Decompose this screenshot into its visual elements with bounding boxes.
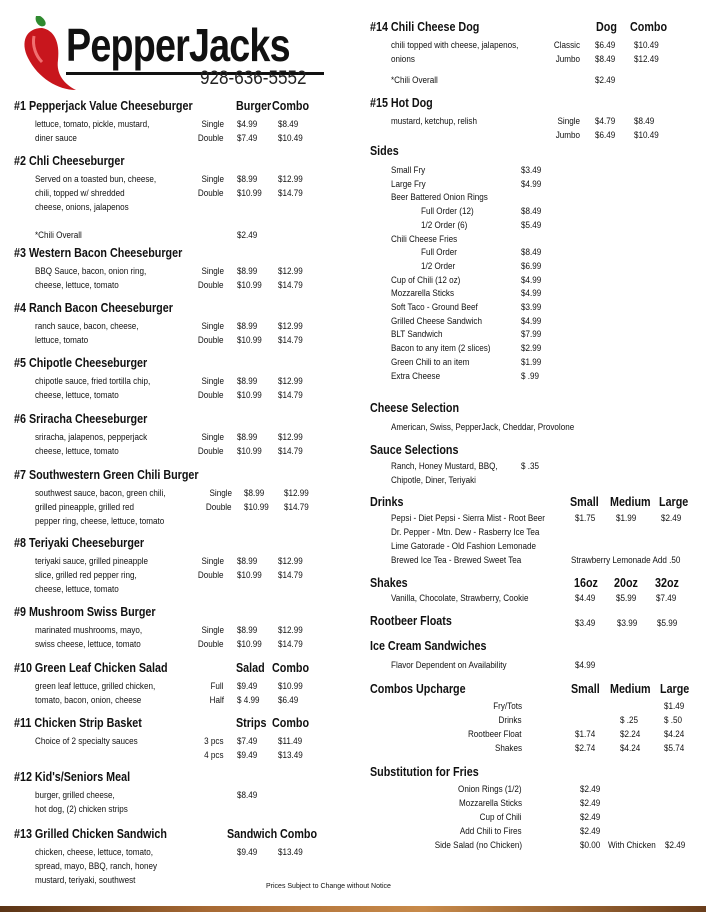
item-description: cheese, lettuce, tomato: [35, 390, 119, 400]
size-label: Classic: [553, 40, 580, 50]
item-description: cheese, lettuce, tomato: [35, 584, 119, 594]
price: $10.99: [237, 390, 262, 400]
price: $4.99: [237, 119, 258, 129]
upcharge-item: Drinks: [499, 715, 522, 725]
price: $7.49: [237, 736, 258, 746]
item-description: hot dog, (2) chicken strips: [35, 804, 128, 814]
side-item: Grilled Cheese Sandwich: [391, 315, 482, 326]
side-item: BLT Sandwich: [391, 329, 443, 340]
item-description: teriyaki sauce, grilled pineapple: [35, 556, 149, 566]
brand-phone: 928-636-5552: [200, 68, 307, 89]
item-description: Dr. Pepper - Mtn. Dew - Rasberry Ice Tea: [391, 527, 540, 537]
price: $5.99: [657, 618, 678, 628]
item-description: Chipotle, Diner, Teriyaki: [391, 475, 476, 485]
combo-price: $12.99: [278, 556, 303, 566]
price: $1.99: [616, 513, 637, 523]
price: $6.49: [595, 130, 616, 140]
section-title: Shakes: [370, 576, 408, 590]
price: $ .25: [620, 715, 639, 725]
price: $2.49: [661, 513, 682, 523]
size-label: 4 pcs: [204, 750, 224, 760]
side-price: $1.99: [521, 356, 542, 367]
substitution-item: Onion Rings (1/2): [458, 784, 522, 794]
combo-price: $12.99: [278, 625, 303, 635]
item-description: Choice of 2 specialty sauces: [35, 736, 138, 746]
drink-note: Strawberry Lemonade Add .50: [571, 555, 681, 565]
item-description: sriracha, jalapenos, pepperjack: [35, 432, 148, 442]
column-header: Dog: [596, 20, 617, 34]
item-description: mustard, teriyaki, southwest: [35, 875, 136, 885]
side-item: Full Order (12): [421, 206, 474, 217]
column-header: 20oz: [614, 576, 638, 590]
substitution-item: Add Chili to Fires: [460, 826, 522, 836]
column-header: Combo: [630, 20, 668, 34]
item-description: Served on a toasted bun, cheese,: [35, 174, 157, 184]
price: $2.49: [580, 784, 601, 794]
price: $8.99: [237, 556, 258, 566]
side-price: $4.99: [521, 178, 542, 189]
column-header: Large: [659, 495, 689, 509]
column-header: Large: [660, 682, 690, 696]
side-price: $5.49: [521, 219, 542, 230]
combo-price: $10.49: [278, 133, 303, 143]
combo-price: $8.49: [278, 119, 299, 129]
column-header: Medium: [610, 682, 651, 696]
combo-price: $11.49: [278, 736, 303, 746]
section-title: #9 Mushroom Swiss Burger: [14, 605, 156, 619]
price: $6.49: [595, 40, 616, 50]
combo-price: $14.79: [278, 446, 303, 456]
combo-price: $14.79: [284, 502, 309, 512]
price: $4.99: [575, 660, 596, 670]
section-title: #13 Grilled Chicken Sandwich: [14, 827, 167, 841]
item-description: onions: [391, 54, 415, 64]
combo-price: $12.99: [284, 488, 309, 498]
column-header: Strips: [236, 716, 267, 730]
item-description: tomato, bacon, onion, cheese: [35, 695, 142, 705]
section-title: #2 Chli Cheeseburger: [14, 154, 125, 168]
item-description: Vanilla, Chocolate, Strawberry, Cookie: [391, 593, 529, 603]
size-label: Jumbo: [555, 54, 580, 64]
section-title: #1 Pepperjack Value Cheeseburger: [14, 99, 193, 113]
side-item: Large Fry: [391, 178, 426, 189]
price: $4.49: [575, 593, 596, 603]
section-title: #11 Chicken Strip Basket: [14, 716, 142, 730]
size-label: Single: [201, 556, 224, 566]
price: $4.79: [595, 116, 616, 126]
item-description: marinated mushrooms, mayo,: [35, 625, 143, 635]
price: $7.49: [656, 593, 677, 603]
side-price: $4.99: [521, 274, 542, 285]
size-label: Single: [201, 174, 224, 184]
item-description: BBQ Sauce, bacon, onion ring,: [35, 266, 147, 276]
combo-price: $10.99: [278, 681, 303, 691]
item-description: green leaf lettuce, grilled chicken,: [35, 681, 156, 691]
size-label: Double: [198, 570, 224, 580]
price: $8.99: [237, 376, 258, 386]
price: $9.49: [237, 750, 258, 760]
side-price: $ .99: [521, 370, 540, 381]
item-description: Lime Gatorade - Old Fashion Lemonade: [391, 541, 536, 551]
size-label: Double: [198, 280, 224, 290]
combo-price: $10.49: [634, 40, 659, 50]
combo-price: $14.79: [278, 390, 303, 400]
price: $ .35: [521, 461, 540, 471]
size-label: Double: [198, 639, 224, 649]
side-item: Bacon to any item (2 slices): [391, 343, 491, 354]
combo-price: $12.99: [278, 376, 303, 386]
size-label: Single: [201, 266, 224, 276]
price: $2.49: [580, 798, 601, 808]
column-header: Salad: [236, 661, 265, 675]
item-description: American, Swiss, PepperJack, Cheddar, Provolone: [391, 422, 575, 432]
section-title: #3 Western Bacon Cheeseburger: [14, 246, 183, 260]
side-item: Small Fry: [391, 165, 426, 175]
size-label: Double: [198, 390, 224, 400]
size-label: Full: [210, 681, 224, 691]
brand-logo: [14, 12, 324, 92]
upcharge-item: Fry/Tots: [493, 701, 522, 711]
extra-label: *Chili Overall: [391, 75, 438, 85]
size-label: 3 pcs: [204, 736, 224, 746]
combo-price: $13.49: [278, 847, 303, 857]
size-label: Single: [209, 488, 232, 498]
price: $3.99: [617, 618, 638, 628]
combo-price: $14.79: [278, 280, 303, 290]
column-header: Combo: [272, 716, 310, 730]
substitution-item: Mozzarella Sticks: [458, 798, 522, 808]
price: $8.49: [595, 54, 616, 64]
price: $8.99: [237, 266, 258, 276]
size-label: Single: [201, 376, 224, 386]
section-title: #7 Southwestern Green Chili Burger: [14, 468, 199, 482]
brand-name: PepperJacks: [66, 19, 290, 71]
item-description: diner sauce: [35, 133, 77, 143]
upcharge-item: Rootbeer Float: [468, 729, 522, 739]
item-description: chipotle sauce, fried tortilla chip,: [35, 376, 151, 386]
price: $9.49: [237, 681, 258, 691]
with-chicken-price: $2.49: [665, 840, 686, 850]
price: $10.99: [237, 335, 262, 345]
section-title: Ice Cream Sandwiches: [370, 639, 487, 653]
price: $2.24: [620, 729, 641, 739]
item-description: mustard, ketchup, relish: [391, 116, 477, 126]
price: $ .50: [664, 715, 683, 725]
size-label: Half: [209, 695, 224, 705]
price: $2.49: [580, 812, 601, 822]
combo-price: $14.79: [278, 570, 303, 580]
price: $8.99: [244, 488, 265, 498]
item-description: cheese, lettuce, tomato: [35, 446, 119, 456]
section-title: Sides: [370, 144, 399, 158]
item-description: Brewed Ice Tea - Brewed Sweet Tea: [391, 555, 522, 565]
combo-price: $10.49: [634, 130, 659, 140]
side-item: 1/2 Order (6): [421, 219, 468, 230]
extra-price: $2.49: [237, 230, 258, 240]
size-label: Single: [557, 116, 580, 126]
size-label: Single: [201, 432, 224, 442]
side-price: $4.99: [521, 315, 542, 326]
section-title: Cheese Selection: [370, 401, 460, 415]
price: $8.49: [237, 790, 258, 800]
price: $10.99: [237, 639, 262, 649]
item-description: chili topped with cheese, jalapenos,: [391, 40, 519, 50]
item-description: Ranch, Honey Mustard, BBQ,: [391, 461, 498, 471]
bottom-strip: [0, 906, 706, 912]
item-description: Flavor Dependent on Availability: [391, 660, 507, 670]
item-description: southwest sauce, bacon, green chili,: [35, 488, 166, 498]
price: $8.99: [237, 625, 258, 635]
side-price: $3.49: [521, 165, 542, 175]
size-label: Single: [201, 119, 224, 129]
price: $1.75: [575, 513, 596, 523]
side-item: Beer Battered Onion Rings: [391, 192, 488, 203]
price: $8.99: [237, 321, 258, 331]
price: $9.49: [237, 847, 258, 857]
size-label: Single: [201, 625, 224, 635]
extra-label: *Chili Overall: [35, 230, 82, 240]
item-description: ranch sauce, bacon, cheese,: [35, 321, 139, 331]
column-header: Sandwich: [227, 827, 278, 841]
item-description: grilled pineapple, grilled red: [35, 502, 135, 512]
combo-price: $8.49: [634, 116, 655, 126]
price: $10.99: [237, 570, 262, 580]
side-item: 1/2 Order: [421, 260, 456, 271]
item-description: swiss cheese, lettuce, tomato: [35, 639, 141, 649]
price: $2.49: [580, 826, 601, 836]
combo-price: $14.79: [278, 335, 303, 345]
price: $8.99: [237, 174, 258, 184]
price: $10.99: [237, 188, 262, 198]
section-title: #10 Green Leaf Chicken Salad: [14, 661, 168, 675]
combo-price: $14.79: [278, 639, 303, 649]
size-label: Single: [201, 321, 224, 331]
combo-price: $12.99: [278, 266, 303, 276]
column-header: 16oz: [574, 576, 598, 590]
column-header: Medium: [610, 495, 651, 509]
item-description: pepper ring, cheese, lettuce, tomato: [35, 516, 165, 526]
price: $7.49: [237, 133, 258, 143]
section-title: #5 Chipotle Cheeseburger: [14, 356, 148, 370]
price: $4.24: [664, 729, 685, 739]
side-item: Soft Taco - Ground Beef: [391, 302, 478, 312]
side-item: Green Chili to an item: [391, 356, 470, 367]
side-price: $8.49: [521, 206, 542, 217]
section-title: Drinks: [370, 495, 404, 509]
footer-note: Prices Subject to Change without Notice: [266, 883, 391, 890]
combo-price: $12.99: [278, 432, 303, 442]
section-title: Sauce Selections: [370, 443, 459, 457]
price: $10.99: [237, 280, 262, 290]
side-price: $3.99: [521, 302, 542, 312]
side-price: $7.99: [521, 329, 542, 340]
section-title: Rootbeer Floats: [370, 614, 452, 628]
section-title: #15 Hot Dog: [370, 96, 433, 110]
size-label: Double: [198, 188, 224, 198]
item-description: lettuce, tomato, pickle, mustard,: [35, 119, 150, 129]
section-title: #8 Teriyaki Cheeseburger: [14, 536, 145, 550]
item-description: lettuce, tomato: [35, 335, 89, 345]
price: $1.49: [664, 701, 685, 711]
with-chicken-label: With Chicken: [608, 840, 656, 850]
price: $8.99: [237, 432, 258, 442]
side-item: Chili Cheese Fries: [391, 233, 458, 244]
combo-price: $12.99: [278, 174, 303, 184]
size-label: Double: [198, 133, 224, 143]
size-label: Double: [198, 335, 224, 345]
combo-price: $12.99: [278, 321, 303, 331]
side-item: Full Order: [421, 247, 458, 258]
side-price: $2.99: [521, 343, 542, 354]
price: $5.99: [616, 593, 637, 603]
combo-price: $14.79: [278, 188, 303, 198]
size-label: Double: [206, 502, 232, 512]
column-header: Burger: [236, 99, 272, 113]
column-header: Combo: [272, 661, 310, 675]
column-header: 32oz: [655, 576, 679, 590]
column-header: Small: [570, 495, 599, 509]
substitution-item: Side Salad (no Chicken): [434, 840, 522, 850]
side-price: $8.49: [521, 247, 542, 258]
column-header: Combo: [272, 99, 310, 113]
section-title: #12 Kid's/Seniors Meal: [14, 770, 131, 784]
substitution-item: Cup of Chili: [480, 812, 522, 822]
section-title: #14 Chili Cheese Dog: [370, 20, 480, 34]
size-label: Double: [198, 446, 224, 456]
price: $0.00: [580, 840, 601, 850]
price: $1.74: [575, 729, 596, 739]
item-description: slice, grilled red pepper ring,: [35, 570, 137, 580]
item-description: spread, mayo, BBQ, ranch, honey: [35, 861, 158, 871]
section-title: #4 Ranch Bacon Cheeseburger: [14, 301, 173, 315]
item-description: chicken, cheese, lettuce, tomato,: [35, 847, 153, 857]
extra-price: $2.49: [595, 75, 616, 85]
item-description: burger, grilled cheese,: [35, 790, 115, 800]
item-description: chili, topped w/ shredded: [35, 188, 125, 198]
side-price: $4.99: [521, 288, 542, 299]
section-title: #6 Sriracha Cheeseburger: [14, 412, 148, 426]
side-price: $6.99: [521, 260, 542, 271]
price: $10.99: [244, 502, 269, 512]
price: $ 4.99: [237, 695, 260, 705]
side-item: Cup of Chili (12 oz): [391, 274, 461, 285]
price: $2.74: [575, 743, 596, 753]
item-description: cheese, onions, jalapenos: [35, 202, 129, 212]
combo-price: $12.49: [634, 54, 659, 64]
section-title: Combos Upcharge: [370, 682, 466, 696]
column-header: Small: [571, 682, 600, 696]
price: $5.74: [664, 743, 685, 753]
combo-price: $6.49: [278, 695, 299, 705]
side-item: Extra Cheese: [391, 370, 441, 381]
side-item: Mozzarella Sticks: [391, 288, 455, 299]
item-description: Pepsi - Diet Pepsi - Sierra Mist - Root Beer: [391, 513, 545, 523]
size-label: Jumbo: [555, 130, 580, 140]
price: $4.24: [620, 743, 641, 753]
section-title: Substitution for Fries: [370, 765, 479, 779]
item-description: cheese, lettuce, tomato: [35, 280, 119, 290]
price: $3.49: [575, 618, 596, 628]
combo-price: $13.49: [278, 750, 303, 760]
column-header: Combo: [280, 827, 318, 841]
price: $10.99: [237, 446, 262, 456]
upcharge-item: Shakes: [494, 743, 522, 753]
